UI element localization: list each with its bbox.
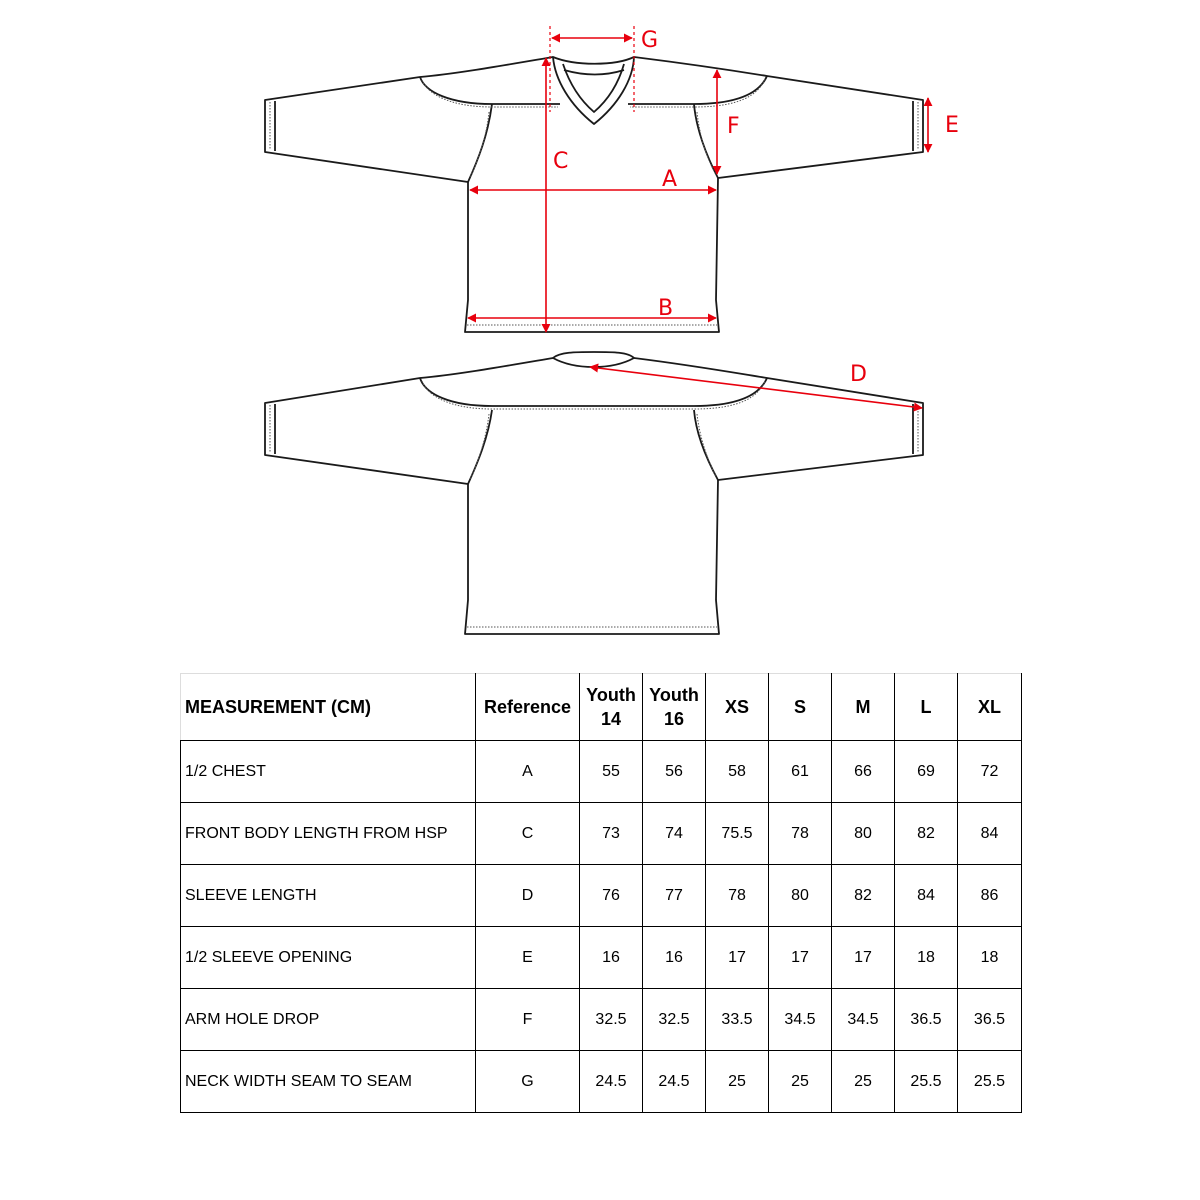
size-value-cell: 84 xyxy=(958,803,1022,865)
size-value-cell: 69 xyxy=(895,741,958,803)
size-value-cell: 80 xyxy=(769,865,832,927)
header-size: L xyxy=(895,674,958,741)
jersey-back-view xyxy=(265,352,923,634)
size-value-cell: 58 xyxy=(706,741,769,803)
size-value-cell: 36.5 xyxy=(895,989,958,1051)
reference-cell: D xyxy=(476,865,580,927)
measurement-name-cell: ARM HOLE DROP xyxy=(181,989,476,1051)
reference-cell: C xyxy=(476,803,580,865)
label-e: E xyxy=(945,113,959,138)
size-value-cell: 32.5 xyxy=(643,989,706,1051)
size-value-cell: 36.5 xyxy=(958,989,1022,1051)
size-value-cell: 32.5 xyxy=(580,989,643,1051)
header-measurement: MEASUREMENT (CM) xyxy=(181,674,476,741)
table-row xyxy=(181,927,1022,989)
back-left-sleeve xyxy=(265,358,553,484)
reference-cell: A xyxy=(476,741,580,803)
size-value-cell: 73 xyxy=(580,803,643,865)
header-size: S xyxy=(769,674,832,741)
measurement-markers xyxy=(468,26,928,408)
size-value-cell: 76 xyxy=(580,865,643,927)
size-value-cell: 80 xyxy=(832,803,895,865)
size-value-cell: 74 xyxy=(643,803,706,865)
size-value-cell: 17 xyxy=(769,927,832,989)
table-row xyxy=(181,865,1022,927)
front-left-sleeve xyxy=(265,57,553,182)
header-size: M xyxy=(832,674,895,741)
label-b: B xyxy=(658,296,674,321)
reference-cell: E xyxy=(476,927,580,989)
header-size: Youth 16 xyxy=(643,674,706,741)
measurement-name-cell: 1/2 CHEST xyxy=(181,741,476,803)
size-value-cell: 82 xyxy=(895,803,958,865)
size-value-cell: 34.5 xyxy=(769,989,832,1051)
measurement-name-cell: FRONT BODY LENGTH FROM HSP xyxy=(181,803,476,865)
size-value-cell: 17 xyxy=(706,927,769,989)
table-header-row xyxy=(181,674,1022,741)
header-size: Youth 14 xyxy=(580,674,643,741)
reference-cell: F xyxy=(476,989,580,1051)
size-value-cell: 18 xyxy=(958,927,1022,989)
header-size: XS xyxy=(706,674,769,741)
measurement-name-cell: NECK WIDTH SEAM TO SEAM xyxy=(181,1051,476,1113)
size-value-cell: 77 xyxy=(643,865,706,927)
size-value-cell: 56 xyxy=(643,741,706,803)
size-value-cell: 25 xyxy=(706,1051,769,1113)
size-value-cell: 25 xyxy=(769,1051,832,1113)
size-value-cell: 24.5 xyxy=(643,1051,706,1113)
size-value-cell: 72 xyxy=(958,741,1022,803)
table-row xyxy=(181,1051,1022,1113)
table-row xyxy=(181,989,1022,1051)
size-value-cell: 55 xyxy=(580,741,643,803)
size-value-cell: 25 xyxy=(832,1051,895,1113)
size-value-cell: 16 xyxy=(643,927,706,989)
back-stitching xyxy=(270,381,918,627)
size-value-cell: 82 xyxy=(832,865,895,927)
size-value-cell: 86 xyxy=(958,865,1022,927)
label-c: C xyxy=(553,149,569,174)
size-value-cell: 78 xyxy=(706,865,769,927)
size-value-cell: 84 xyxy=(895,865,958,927)
reference-cell: G xyxy=(476,1051,580,1113)
front-collar xyxy=(553,57,634,124)
measurement-name-cell: SLEEVE LENGTH xyxy=(181,865,476,927)
label-a: A xyxy=(662,167,678,192)
back-right-sleeve xyxy=(634,358,923,480)
front-torso xyxy=(465,178,719,332)
size-value-cell: 16 xyxy=(580,927,643,989)
table-body xyxy=(181,741,1022,1113)
table-row xyxy=(181,803,1022,865)
table-row xyxy=(181,741,1022,803)
size-value-cell: 78 xyxy=(769,803,832,865)
label-g: G xyxy=(641,28,659,53)
size-value-cell: 34.5 xyxy=(832,989,895,1051)
label-d: D xyxy=(850,362,867,387)
front-stitching xyxy=(270,79,918,325)
size-value-cell: 25.5 xyxy=(895,1051,958,1113)
size-value-cell: 61 xyxy=(769,741,832,803)
measure-d-arrow xyxy=(590,367,922,408)
size-value-cell: 17 xyxy=(832,927,895,989)
jersey-front-view xyxy=(265,57,923,332)
size-value-cell: 25.5 xyxy=(958,1051,1022,1113)
front-right-sleeve xyxy=(634,57,923,178)
label-f: F xyxy=(727,114,740,139)
size-value-cell: 18 xyxy=(895,927,958,989)
size-value-cell: 24.5 xyxy=(580,1051,643,1113)
back-torso xyxy=(465,480,719,634)
measurement-labels xyxy=(553,28,959,387)
measurement-name-cell: 1/2 SLEEVE OPENING xyxy=(181,927,476,989)
size-value-cell: 33.5 xyxy=(706,989,769,1051)
size-value-cell: 66 xyxy=(832,741,895,803)
size-chart-table xyxy=(180,673,1022,1113)
back-collar xyxy=(553,352,634,367)
size-value-cell: 75.5 xyxy=(706,803,769,865)
header-size: XL xyxy=(958,674,1022,741)
header-reference: Reference xyxy=(476,674,580,741)
